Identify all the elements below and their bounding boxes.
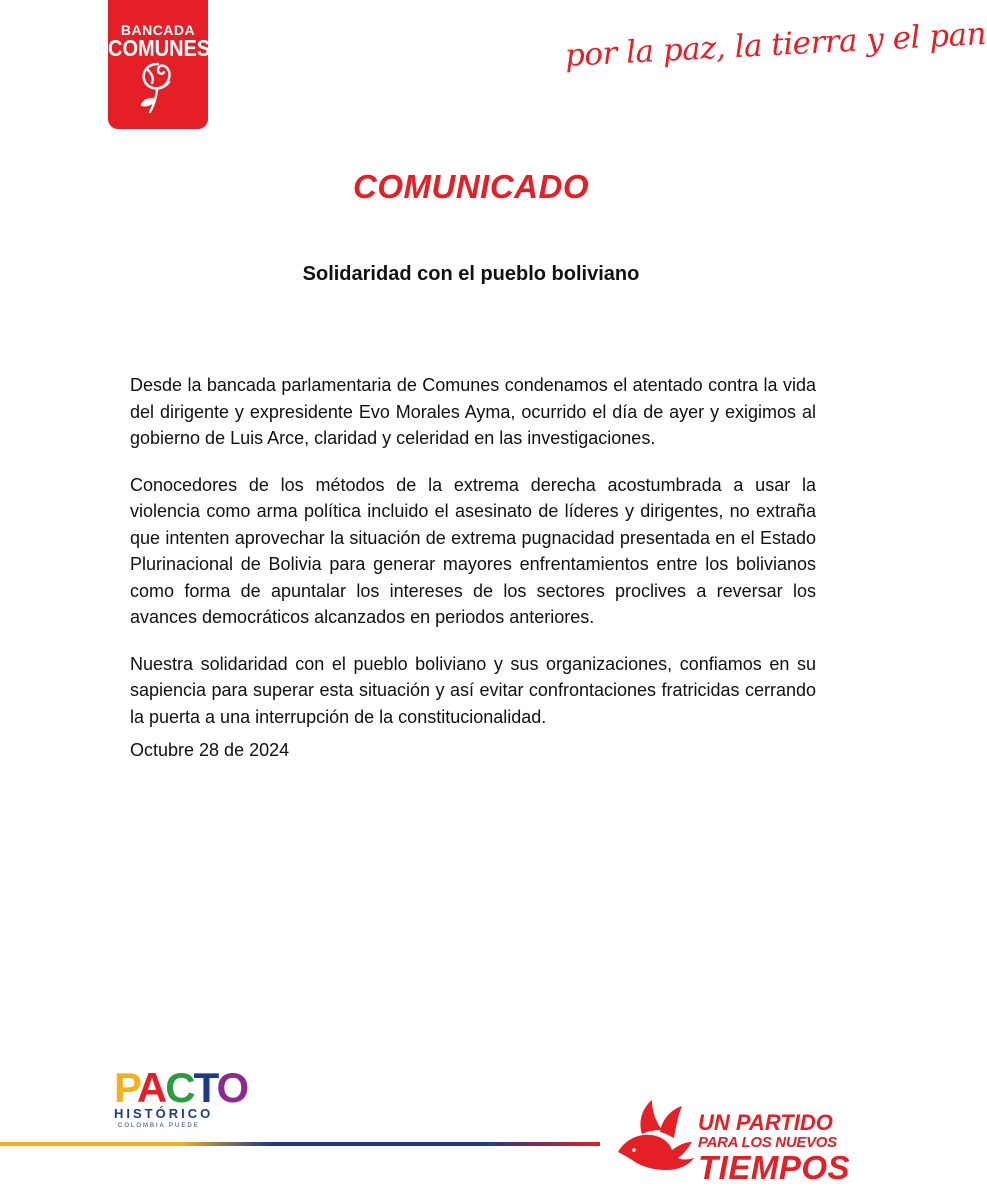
footer-divider	[0, 1142, 600, 1146]
document-date: Octubre 28 de 2024	[130, 740, 290, 760]
pacto-tagline: COLOMBIA PUEDE	[118, 1123, 200, 1129]
slogan-line-3: TIEMPOS	[698, 1149, 851, 1186]
pacto-historico-logo	[114, 1064, 248, 1129]
slogan	[698, 1112, 850, 1184]
rose-icon	[136, 60, 180, 116]
document-subject: Solidaridad con el pueblo boliviano	[302, 263, 640, 285]
slogan-line-2: PARA LOS NUEVOS	[698, 1134, 837, 1151]
bancada-comunes-logo	[108, 0, 211, 129]
pacto-letter: C	[165, 1064, 194, 1111]
paragraph-3: Nuestra solidaridad con el pueblo boliviano y sus organizaciones, confiamos en su sapiencia para superar esta situación y así evitar confrontaciones fratricidas cerrando la puerta a una interrupción de la constitucionalidad.	[130, 653, 816, 727]
slogan-line-1: UN PARTIDO	[698, 1110, 833, 1135]
pacto-subtitle: HISTÓRICO	[114, 1106, 214, 1121]
paragraph-2: Conocedores de los métodos de la extrema derecha acostumbrada a usar la violencia como arma política incluido el asesinato de líderes y dirigentes, no extraña que intenten aprovechar la situación de extrema pugnacidad presentada en el Estado Plurinacional de Bolivia para generar mayores enfrentamientos entre los bolivianos como forma de apuntalar los intereses de los sectores proclives a reversar los avances democráticos alcanzados en periodos anteriores.	[130, 474, 816, 627]
paragraph-1: Desde la bancada parlamentaria de Comunes condenamos el atentado contra la vida del dirigente y expresidente Evo Morales Ayma, ocurrido el día de ayer y exigimos al gobierno de Luis Arce, claridad y celeridad en las investigaciones.	[130, 375, 816, 448]
pacto-letter: T	[193, 1064, 217, 1111]
document-heading: COMUNICADO	[353, 168, 589, 205]
logo-top-text: BANCADA	[120, 22, 196, 38]
pacto-letter: O	[216, 1064, 248, 1111]
pacto-letter: A	[136, 1064, 166, 1111]
tagline: por la paz, la tierra y el pan	[564, 15, 987, 74]
logo-main-text: COMUNES	[108, 36, 211, 62]
pacto-word	[114, 1064, 248, 1111]
pacto-letter: P	[114, 1064, 137, 1111]
dove-icon	[612, 1098, 702, 1180]
document-body	[130, 372, 816, 750]
